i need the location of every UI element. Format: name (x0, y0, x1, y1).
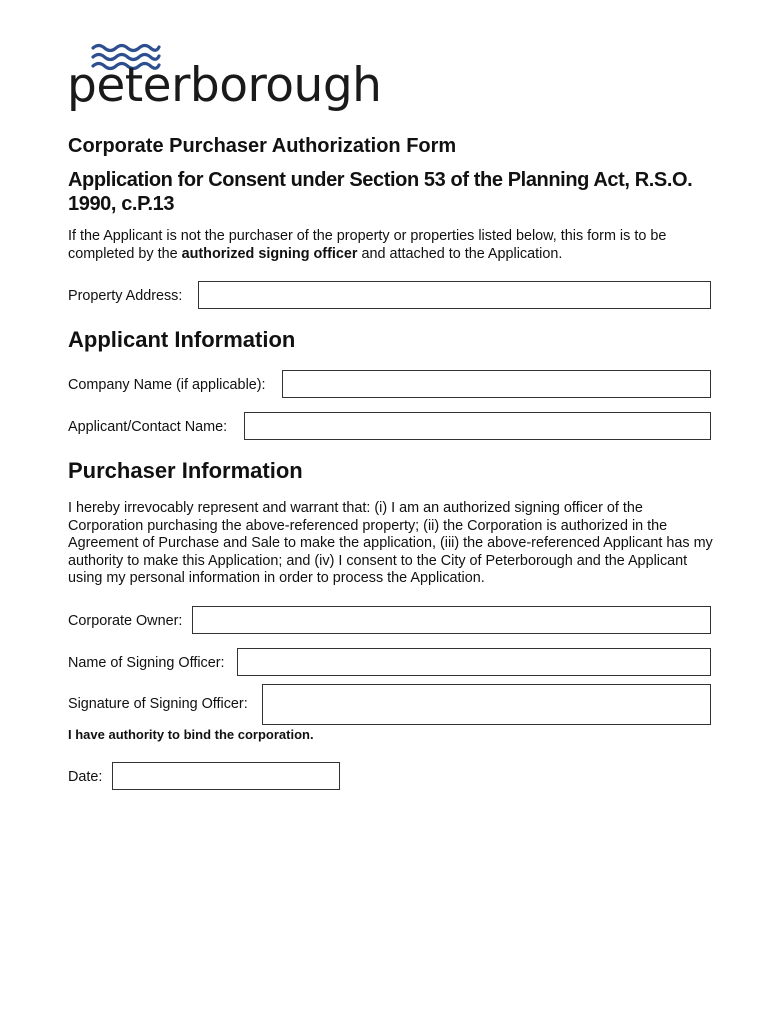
purchaser-information-heading: Purchaser Information (68, 458, 303, 483)
corporate-owner-field[interactable] (192, 606, 711, 634)
applicant-contact-name-field[interactable] (244, 412, 711, 440)
purchaser-statement: I hereby irrevocably represent and warrant that: (i) I am an authorized signing officer of the Corporation purchasing the above-referenced property; (ii) the Corporation is authorized in the Agreement of Purchase and Sale to make the application, (iii) the above-referenced Applicant has my authority to make this Application; and (iv) I consent to the City of Peterborough and the Applicant using my personal information in order to process the Application. (68, 500, 713, 587)
corporate-owner-label: Corporate Owner: (68, 613, 183, 629)
form-title: Corporate Purchaser Authorization Form (68, 135, 457, 157)
signing-officer-name-field[interactable] (237, 648, 711, 676)
property-address-label: Property Address: (68, 288, 183, 304)
property-address-field[interactable] (198, 281, 711, 309)
intro-paragraph: If the Applicant is not the purchaser of the property or properties listed below, this form is to be completed by the authorized signing officer and attached to the Application. (68, 228, 667, 262)
signature-label: Signature of Signing Officer: (68, 696, 248, 712)
authority-statement: I have authority to bind the corporation. (68, 727, 314, 742)
signature-field[interactable] (262, 684, 711, 725)
intro-bold-text: authorized signing officer (181, 245, 358, 262)
applicant-information-heading: Applicant Information (68, 327, 296, 352)
company-name-field[interactable] (282, 370, 711, 398)
applicant-contact-name-label: Applicant/Contact Name: (68, 419, 228, 435)
date-field[interactable] (112, 762, 340, 790)
company-name-label: Company Name (if applicable): (68, 377, 266, 393)
logo-wordmark: peterborough (67, 58, 382, 113)
form-subtitle: Application for Consent under Section 53 of the Planning Act, R.S.O. 1990, c.P.13 (68, 169, 693, 215)
signing-officer-name-label: Name of Signing Officer: (68, 655, 225, 671)
date-label: Date: (68, 769, 103, 785)
